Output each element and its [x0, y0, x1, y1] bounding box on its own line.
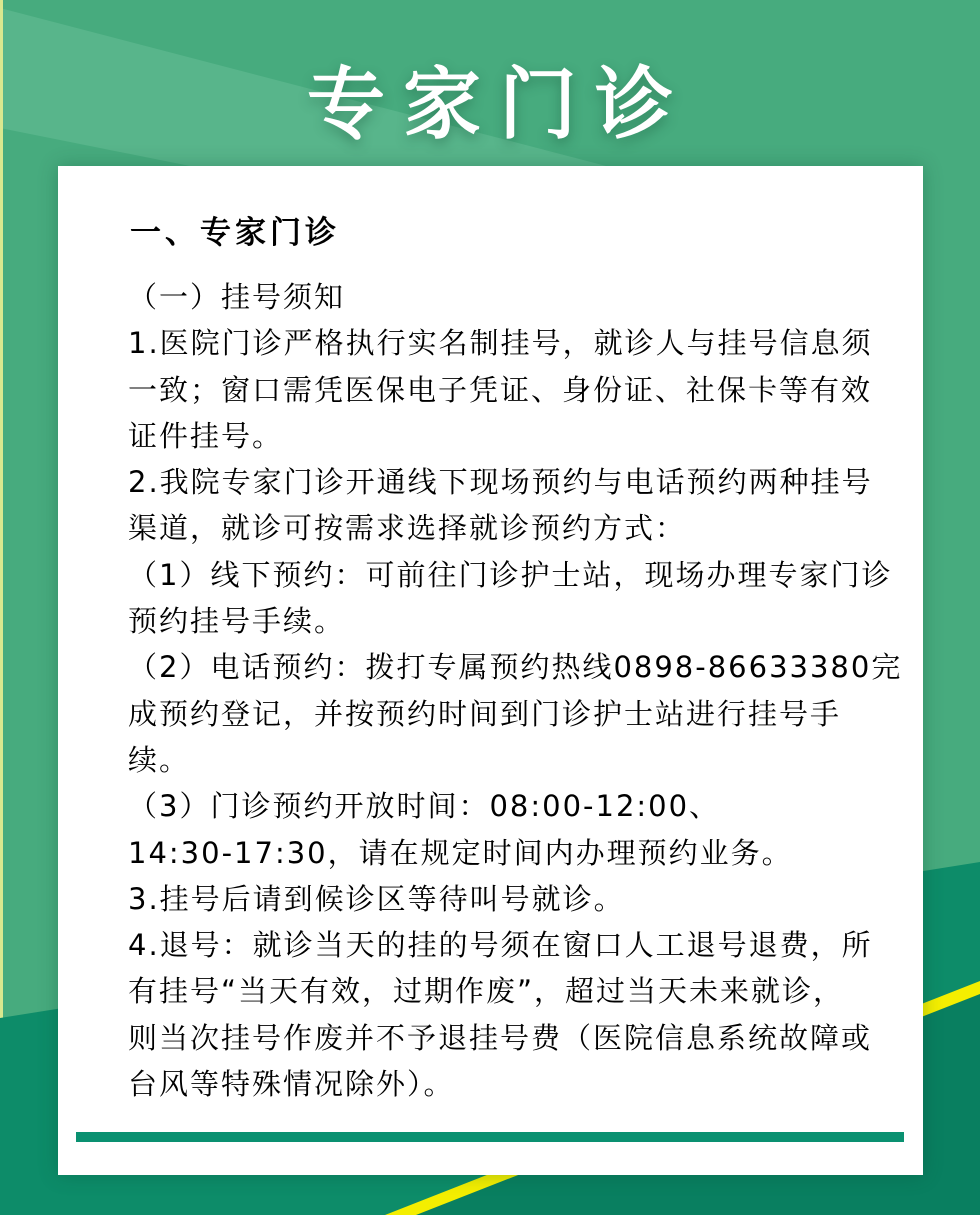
text-line: 则当次挂号作废并不予退挂号费（医院信息系统故障或	[128, 1020, 873, 1055]
text-line: 1.医院门诊严格执行实名制挂号，就诊人与挂号信息须	[128, 326, 873, 361]
divider-bar	[76, 1132, 904, 1142]
text-line: （3）门诊预约开放时间：08:00-12:00、	[128, 789, 721, 824]
text-line: 台风等特殊情况除外）。	[128, 1067, 455, 1102]
text-line: 2.我院专家门诊开通线下现场预约与电话预约两种挂号	[128, 465, 873, 500]
body-text	[128, 274, 903, 1107]
text-line: 一致；窗口需凭医保电子凭证、身份证、社保卡等有效	[128, 372, 873, 407]
text-line: 续。	[128, 742, 191, 777]
text-line: 14:30-17:30，请在规定时间内办理预约业务。	[128, 835, 793, 870]
text-line: 证件挂号。	[128, 418, 284, 453]
content-card	[58, 166, 923, 1175]
text-line: （1）线下预约：可前往门诊护士站，现场办理专家门诊	[128, 557, 893, 592]
section-heading: 一、专家门诊	[130, 215, 340, 251]
page-title: 专家门诊	[306, 60, 691, 150]
text-line: 渠道，就诊可按需求选择就诊预约方式：	[128, 511, 687, 546]
text-line: 成预约登记，并按预约时间到门诊护士站进行挂号手	[128, 696, 842, 731]
left-edge-strip	[0, 0, 3, 1020]
text-line: （2）电话预约：拨打专属预约热线0898-86633380完	[128, 650, 903, 685]
text-line: 3.挂号后请到候诊区等待叫号就诊。	[128, 881, 625, 916]
text-line: 有挂号“当天有效，过期作废”，超过当天未来就诊，	[128, 974, 845, 1009]
text-line: 预约挂号手续。	[128, 604, 346, 639]
text-line: 4.退号：就诊当天的挂的号须在窗口人工退号退费，所	[128, 928, 873, 963]
text-line: （一）挂号须知	[128, 280, 346, 314]
